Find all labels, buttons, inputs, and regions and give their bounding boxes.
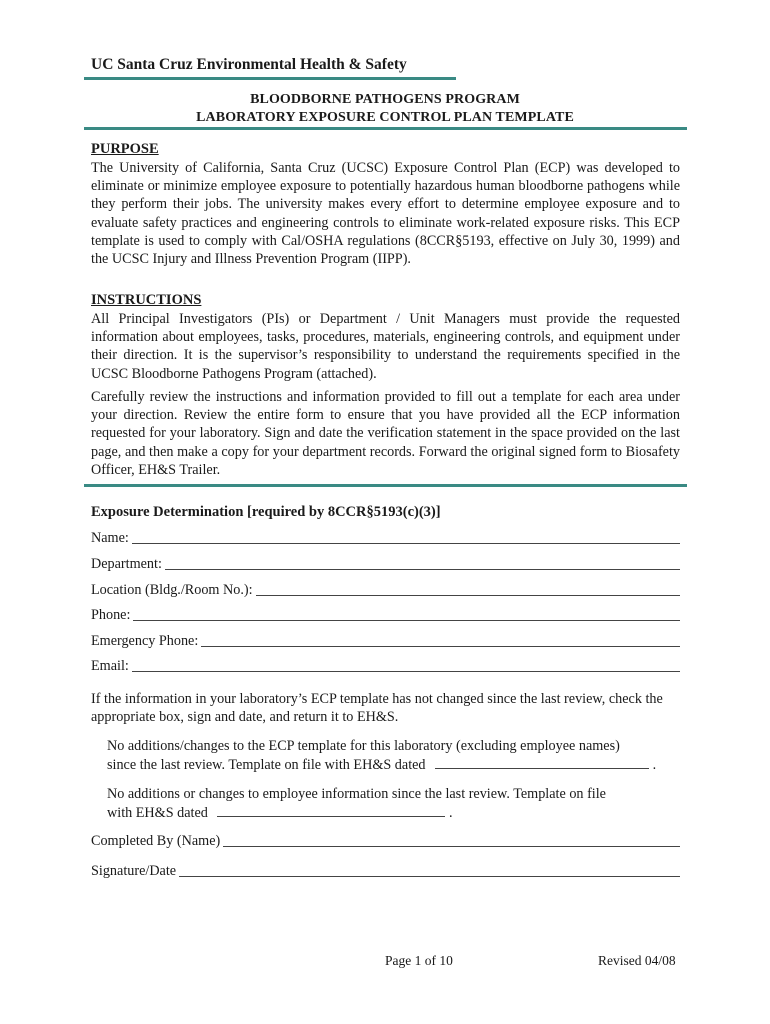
option-1-text-line-2 <box>107 756 680 775</box>
header-rule <box>84 77 456 80</box>
org-header: UC Santa Cruz Environmental Health & Safety <box>91 56 407 73</box>
option-2-period: . <box>448 804 453 821</box>
option-1-date-line[interactable] <box>435 756 649 769</box>
location-input-line[interactable] <box>256 595 680 596</box>
department-field <box>91 553 680 573</box>
option-1-text: since the last review. Template on file with EH&S dated <box>107 756 426 773</box>
completed-by-field <box>91 830 680 850</box>
instructions-para-1: All Principal Investigators (PIs) or Department / Unit Managers must provide the requested information about employees, tasks, procedures, materials, engineering controls, and equipment under their direction. It is the supervisor’s responsibility to understand the requirements specified in the UCSC Bloodborne Pathogens Program (attached). <box>91 311 680 382</box>
completed-by-input-line[interactable] <box>223 846 680 847</box>
name-input-line[interactable] <box>132 543 680 544</box>
title-rule <box>84 127 687 130</box>
location-label: Location (Bldg./Room No.): <box>91 582 253 598</box>
revision-date: Revised 04/08 <box>598 953 676 968</box>
emergency-phone-field <box>91 630 680 650</box>
section-rule <box>84 484 687 487</box>
department-label: Department: <box>91 556 162 572</box>
phone-field <box>91 604 680 624</box>
option-2-text: with EH&S dated <box>107 804 208 821</box>
signature-date-input-line[interactable] <box>179 876 680 877</box>
option-no-template-changes[interactable] <box>107 737 680 774</box>
option-2-date-line[interactable] <box>217 804 445 817</box>
exposure-heading: Exposure Determination [required by 8CCR§5193(c)(3)] <box>91 504 441 520</box>
phone-label: Phone: <box>91 607 131 623</box>
name-label: Name: <box>91 530 129 546</box>
emergency-phone-input-line[interactable] <box>201 646 680 647</box>
option-2-text-line-1: No additions or changes to employee information since the last review. Template on file <box>107 786 606 802</box>
signature-date-label: Signature/Date <box>91 863 177 879</box>
location-field <box>91 579 680 599</box>
phone-input-line[interactable] <box>133 620 680 621</box>
option-1-text-line-1: No additions/changes to the ECP template for this laboratory (excluding employee names) <box>107 738 620 754</box>
department-input-line[interactable] <box>165 569 680 570</box>
option-1-period: . <box>652 756 657 773</box>
instructions-para-2: Carefully review the instructions and information provided to fill out a template for each area under your direction. Review the entire form to ensure that you have provided all the ECP information requested for your laboratory. Sign and date the verification statement in the space provided on the last page, and then make a copy for your department records. Forward the original signed form to Biosafety Officer, EH&S Trailer. <box>91 389 680 478</box>
template-title: LABORATORY EXPOSURE CONTROL PLAN TEMPLATE <box>196 110 574 125</box>
email-field <box>91 655 680 675</box>
completed-by-label: Completed By (Name) <box>91 833 221 849</box>
purpose-heading: PURPOSE <box>91 141 159 157</box>
signature-date-field <box>91 860 680 880</box>
option-no-employee-changes[interactable] <box>107 785 680 822</box>
instructions-heading: INSTRUCTIONS <box>91 292 202 308</box>
option-2-text-line-2 <box>107 804 680 823</box>
emergency-phone-label: Emergency Phone: <box>91 633 199 649</box>
review-intro: If the information in your laboratory’s ECP template has not changed since the last review, check the appropriate box, sign and date, and return it to EH&S. <box>91 691 663 726</box>
name-field <box>91 527 680 547</box>
program-title: BLOODBORNE PATHOGENS PROGRAM <box>250 92 520 107</box>
page-number: Page 1 of 10 <box>385 953 453 968</box>
purpose-text: The University of California, Santa Cruz (UCSC) Exposure Control Plan (ECP) was developed to eliminate or minimize employee exposure to potentially hazardous human bloodborne pathogens while they perform their jobs. The university makes every effort to determine employee exposure and to evaluate safety practices and engineering controls to eliminate work-related exposure risks. This ECP template is used to comply with Cal/OSHA regulations (8CCR§5193, effective on July 30, 1999) and the UCSC Injury and Illness Prevention Program (IIPP). <box>91 160 680 268</box>
email-label: Email: <box>91 658 129 674</box>
email-input-line[interactable] <box>132 671 680 672</box>
